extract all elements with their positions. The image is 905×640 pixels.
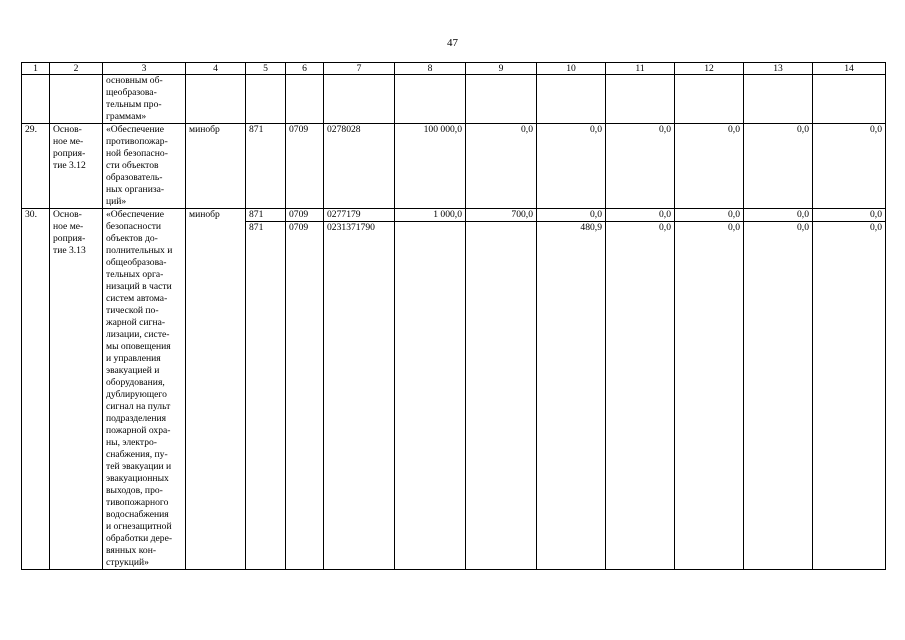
cell-text-line: снабжения, пу- [106,449,168,460]
row-number: 30. [22,209,50,570]
measure-name [50,124,103,209]
cell-text-line: и управления [106,353,161,364]
value-col13: 0,0 [744,124,813,209]
grbs-code: 871 [246,222,286,570]
cell-text-line: «Обеспечение [106,124,164,135]
cell-text-line: эвакуацией и [106,365,160,376]
cell-text-line: пожарной охра- [106,425,171,436]
cell-text-line: объектов до- [106,233,158,244]
header-cell: 5 [246,63,286,75]
value-col9: 0,0 [466,124,537,209]
cell-text-line: тивопожарного [106,497,169,508]
cell-text-line: ных организа- [106,184,165,195]
cell-text-line: систем автома- [106,293,168,304]
cell-text-line: вянных кон- [106,545,157,556]
value-col12: 0,0 [675,124,744,209]
value-col10: 0,0 [537,209,606,222]
header-cell: 13 [744,63,813,75]
cell-text-line: граммам» [106,111,147,122]
value-col14: 0,0 [813,124,886,209]
cell-text-line: оборудования, [106,377,165,388]
header-cell: 7 [324,63,395,75]
header-cell: 14 [813,63,886,75]
cell-text-line: выходов, про- [106,485,163,496]
value-col9 [466,222,537,570]
cell-text-line: водоснабжения [106,509,169,520]
budget-table [21,62,886,570]
value-col11: 0,0 [606,222,675,570]
cell-text-line: роприя- [53,233,86,244]
header-cell: 3 [103,63,186,75]
cell-text-line: основным об- [106,75,163,86]
csr-code: 0231371790 [324,222,395,570]
rzpr-code: 0709 [286,209,324,222]
cell-text-line: Основ- [53,209,82,220]
header-cell: 4 [186,63,246,75]
value-col8: 100 000,0 [395,124,466,209]
header-row [22,63,886,75]
cell-text-line: ций» [106,196,127,207]
value-col9: 700,0 [466,209,537,222]
cell-text-line: тие 3.13 [53,245,86,256]
value-col12: 0,0 [675,209,744,222]
value-col13: 0,0 [744,209,813,222]
cell-text-line: лизации, систе- [106,329,170,340]
cell-text-line: тической по- [106,305,159,316]
grbs-code: 871 [246,209,286,222]
header-cell: 6 [286,63,324,75]
rzpr-code: 0709 [286,124,324,209]
table-row-continuation [22,75,886,124]
cell-text-line: эвакуационных [106,473,169,484]
cell-text-line: ное ме- [53,136,84,147]
value-col14: 0,0 [813,209,886,222]
cell-text-line: струкций» [106,557,149,568]
header-cell: 2 [50,63,103,75]
cell-text-line: мы оповещения [106,341,171,352]
cell-text-line: тей эвакуации и [106,461,172,472]
value-col12: 0,0 [675,222,744,570]
cell-text-line: ной безопасно- [106,148,168,159]
cell-text-line: «Обеспечение [106,209,164,220]
cell-text-line: безопасности [106,221,162,232]
cell-text-line: роприя- [53,148,86,159]
measure-description [103,124,186,209]
grbs-code: 871 [246,124,286,209]
cell-text-line: сигнал на пульт [106,401,171,412]
cell-text-line: тельным про- [106,99,162,110]
value-col13: 0,0 [744,222,813,570]
table-row-29 [22,124,886,209]
value-col11: 0,0 [606,209,675,222]
value-col11: 0,0 [606,124,675,209]
value-col10: 0,0 [537,124,606,209]
value-col10: 480,9 [537,222,606,570]
header-cell: 9 [466,63,537,75]
executor: минобр [186,209,246,570]
cell-text-line: обработки дере- [106,533,173,544]
executor: минобр [186,124,246,209]
rzpr-code: 0709 [286,222,324,570]
page-number: 47 [447,37,458,49]
csr-code: 0278028 [324,124,395,209]
header-cell: 11 [606,63,675,75]
value-col8: 1 000,0 [395,209,466,222]
header-cell: 10 [537,63,606,75]
cell-text-line: и огнезащитной [106,521,172,532]
header-cell: 8 [395,63,466,75]
cell-text-line: сти объектов [106,160,159,171]
cell-text-line: противопожар- [106,136,168,147]
cell-text-line: полнительных и [106,245,173,256]
cell-text-line: низаций в части [106,281,172,292]
table-row-30-line-1 [22,209,886,222]
header-cell: 1 [22,63,50,75]
measure-description [103,75,186,124]
cell-text-line: подразделения [106,413,167,424]
cell-text-line: общеобразова- [106,257,167,268]
cell-text-line: Основ- [53,124,82,135]
measure-description [103,209,186,570]
header-cell: 12 [675,63,744,75]
value-col8 [395,222,466,570]
cell-text-line: ны, электро- [106,437,157,448]
csr-code: 0277179 [324,209,395,222]
cell-text-line: ное ме- [53,221,84,232]
cell-text-line: жарной сигна- [106,317,166,328]
measure-name [50,209,103,570]
cell-text-line: дублирующего [106,389,167,400]
row-number: 29. [22,124,50,209]
cell-text-line: образователь- [106,172,163,183]
cell-text-line: тие 3.12 [53,160,86,171]
cell-text-line: тельных орга- [106,269,164,280]
cell-text-line: щеобразова- [106,87,157,98]
value-col14: 0,0 [813,222,886,570]
